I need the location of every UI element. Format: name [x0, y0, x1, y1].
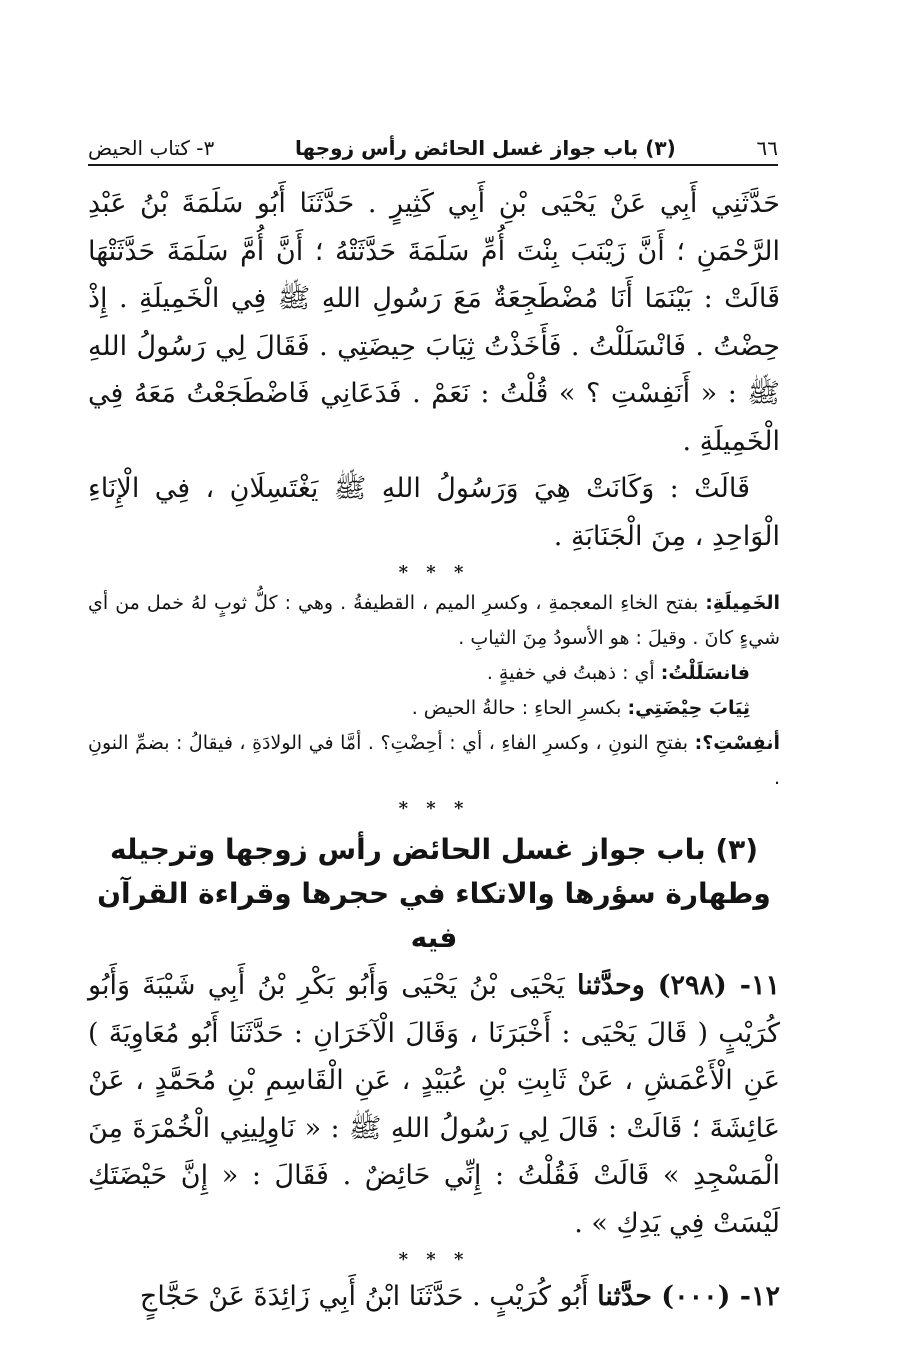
- header-book-title: ٣- كتاب الحيض: [88, 136, 215, 160]
- hadith-number: ١١- (٢٩٨) وحدَّثنا: [576, 970, 781, 1001]
- hadith-text: أَبُو كُرَيْبٍ . حَدَّثَنَا ابْنُ أَبِي زَائِدَةَ عَنْ حَجَّاجٍ: [139, 1281, 598, 1312]
- footnote: [88, 691, 780, 726]
- footnote-term: فانسَلَلْتُ:: [660, 662, 750, 684]
- section-separator: * * *: [398, 562, 470, 583]
- footnote: [88, 656, 780, 691]
- footnotes: [88, 586, 780, 796]
- hadith-12: [88, 1273, 780, 1321]
- page-number: ٦٦: [756, 136, 778, 160]
- hadith-text: يَحْيَى بْنُ يَحْيَى وَأَبُو بَكْرِ بْنُ أَبِي شَيْبَةَ وَأَبُو كُرَيْبٍ ( قَالَ يَحْيَى : أَخْبَرَنَا ، وَقَالَ الْآخَرَانِ : حَدَّثَنَا أَبُو مُعَاوِيَةَ ) عَنِ الْأَعْمَشِ ، عَنْ ثَابِتِ بْنِ عُبَيْدٍ ، عَنِ الْقَاسِمِ بْنِ مُحَمَّدٍ ، عَنْ عَائِشَةَ ؛ قَالَتْ : قَالَ لِي رَسُولُ اللهِ ﷺ : « نَاوِلِينِي الْخُمْرَةَ مِنَ الْمَسْجِدِ » قَالَتْ فَقُلْتُ : إِنِّي حَائِضٌ . فَقَالَ : « إِنَّ حَيْضَتَكِ لَيْسَتْ فِي يَدِكِ » .: [88, 970, 780, 1239]
- footnote: [88, 726, 780, 796]
- hadith-paragraph: قَالَتْ : وَكَانَتْ هِيَ وَرَسُولُ اللهِ ﷺ يَغْتَسِلَانِ ، فِي الْإِنَاءِ الْوَاحِدِ ، مِنَ الْجَنَابَةِ .: [88, 473, 780, 552]
- footnote-text: بفتح الخاءِ المعجمةِ ، وكسرِ الميم ، القطيفةُ . وهي : كلُّ ثوبٍ لهُ خمل من أي شيءٍ كانَ . وقيلَ : هو الأسودُ مِنَ الثيابِ .: [88, 592, 780, 649]
- footnote-term: الخَمِيلَةِ:: [705, 592, 780, 614]
- running-header: [88, 120, 778, 166]
- footnote-text: بفتحِ النونِ ، وكسرِ الفاءِ ، أي : أحِضْتِ؟ . أمَّا في الولادَةِ ، فيقالُ : بضمِّ النونِ .: [88, 732, 780, 789]
- chapter-title: (٣) باب جواز غسل الحائض رأس زوجها وترجيله وطهارة سؤرها والاتكاء في حجرها وقراءة القرآن فيه: [97, 833, 771, 954]
- section-separator: * * *: [398, 1249, 470, 1270]
- footnote-term: أنفِسْتِ؟:: [694, 732, 780, 754]
- page-body: [88, 180, 780, 1321]
- header-section-title: (٣) باب جواز غسل الحائض رأس زوجها: [295, 136, 676, 160]
- footnote-text: أي : ذهبتُ في خفيةٍ .: [486, 662, 661, 684]
- footnote-term: ثِيَابَ حِيْضَتِي:: [627, 697, 750, 719]
- hadith-number: ١٢- (٠٠٠) حدَّثنا: [597, 1281, 780, 1312]
- footnote: [88, 586, 780, 656]
- hadith-paragraph: حَدَّثَنِي أَبِي عَنْ يَحْيَى بْنِ أَبِي كَثِيرٍ . حَدَّثَنَا أَبُو سَلَمَةَ بْنُ عَبْدِ الرَّحْمَنِ ؛ أَنَّ زَيْنَبَ بِنْتَ أُمِّ سَلَمَةَ حَدَّثَتْهُ ؛ أَنَّ أُمَّ سَلَمَةَ حَدَّثَتْهَا قَالَتْ : بَيْنَمَا أَنَا مُضْطَجِعَةٌ مَعَ رَسُولِ اللهِ ﷺ فِي الْخَمِيلَةِ . إِذْ حِضْتُ . فَانْسَلَلْتُ . فَأَخَذْتُ ثِيَابَ حِيضَتِي . فَقَالَ لِي رَسُولُ اللهِ ﷺ : « أَنَفِسْتِ ؟ » قُلْتُ : نَعَمْ . فَدَعَانِي فَاضْطَجَعْتُ مَعَهُ فِي الْخَمِيلَةِ .: [88, 188, 780, 457]
- hadith-11: [88, 962, 780, 1247]
- footnote-text: بكسرِ الحاءِ : حالةُ الحيض .: [411, 697, 628, 719]
- section-separator: * * *: [398, 798, 470, 819]
